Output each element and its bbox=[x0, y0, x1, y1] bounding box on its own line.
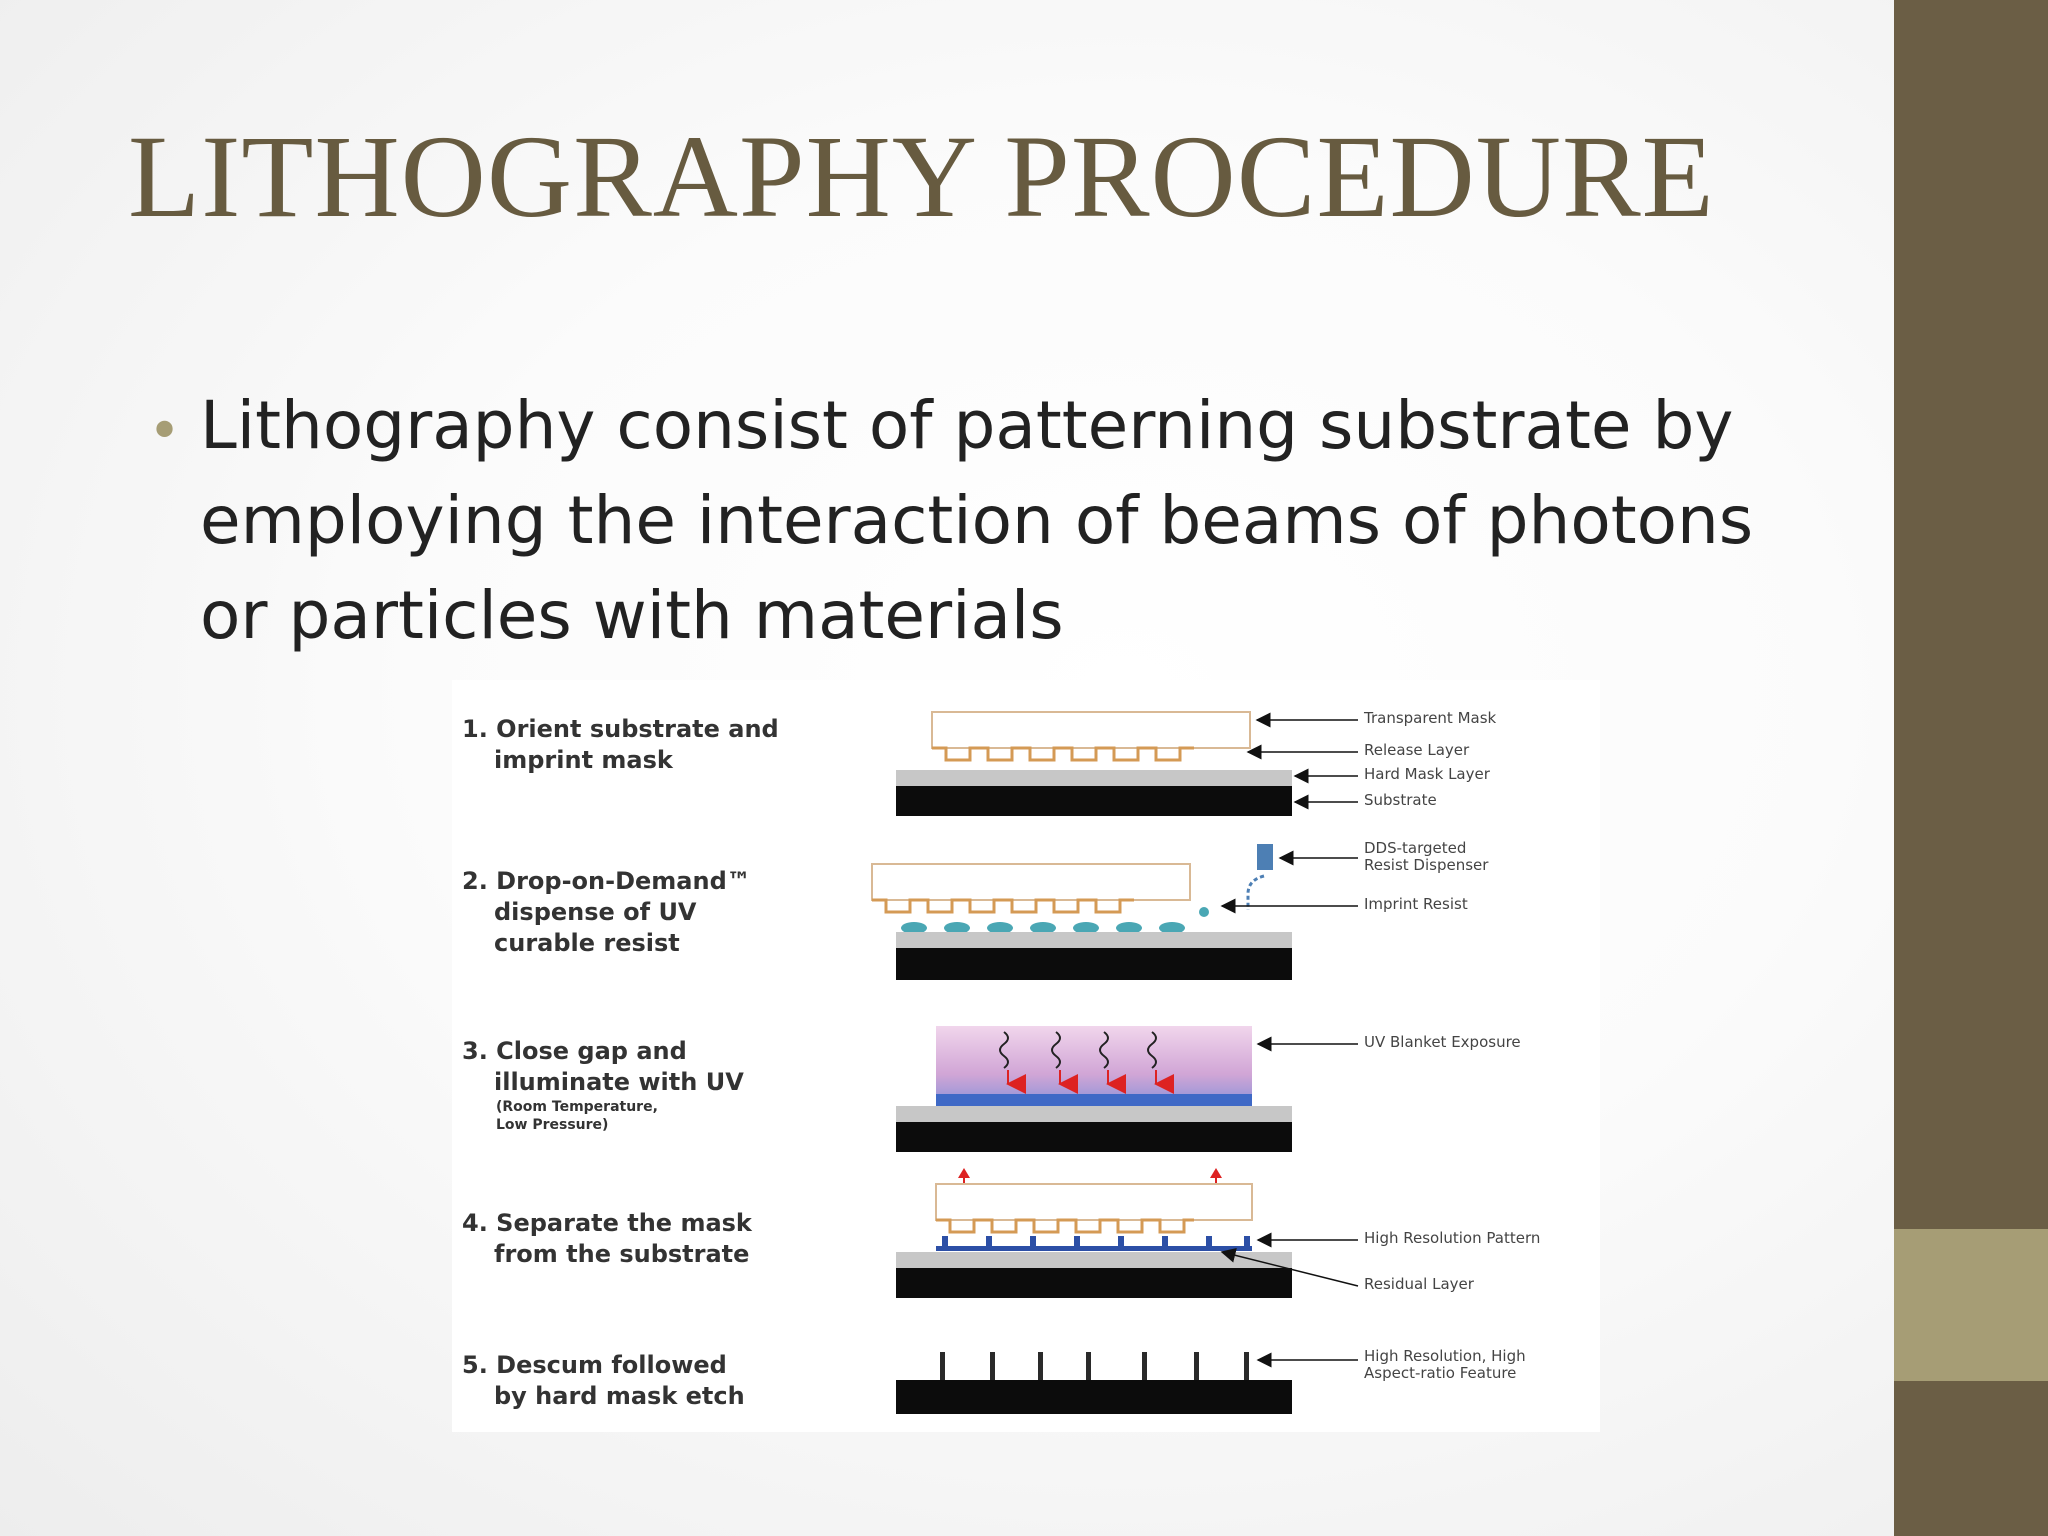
step-4-line-2: from the substrate bbox=[494, 1240, 750, 1268]
step-5-line-1: 5. Descum followed bbox=[462, 1351, 727, 1379]
callout-imprint-resist: Imprint Resist bbox=[1364, 895, 1468, 913]
lithography-process-figure bbox=[452, 680, 1600, 1432]
step-2-line-3: curable resist bbox=[494, 929, 680, 957]
callout-high-resolution-pattern: High Resolution Pattern bbox=[1364, 1229, 1541, 1247]
bullet-dot-icon: • bbox=[148, 399, 182, 464]
callout-dispenser bbox=[1364, 840, 1488, 874]
step-3-note-2: Low Pressure) bbox=[496, 1117, 609, 1133]
bullet-point bbox=[148, 378, 1768, 663]
step-4-graphic bbox=[896, 1168, 1358, 1298]
callout-uv-exposure: UV Blanket Exposure bbox=[1364, 1033, 1521, 1051]
callout-high-aspect-feature bbox=[1364, 1348, 1526, 1382]
step-4-line-1: 4. Separate the mask bbox=[462, 1209, 752, 1237]
step-1-graphic bbox=[896, 712, 1358, 816]
step-3-line-1: 3. Close gap and bbox=[462, 1037, 687, 1065]
callout-dispenser-line-1: DDS-targeted bbox=[1364, 839, 1467, 857]
slide-title: LITHOGRAPHY PROCEDURE bbox=[128, 111, 1715, 242]
callout-feature-line-2: Aspect-ratio Feature bbox=[1364, 1364, 1517, 1382]
step-2-line-1: 2. Drop-on-Demand™ bbox=[462, 867, 751, 895]
sidebar-accent-block bbox=[1894, 1229, 2048, 1381]
step-4-label bbox=[462, 1208, 752, 1270]
step-5-graphic bbox=[896, 1352, 1358, 1414]
callout-release-layer: Release Layer bbox=[1364, 741, 1470, 759]
step-3-graphic bbox=[896, 1026, 1358, 1152]
callout-hard-mask-layer: Hard Mask Layer bbox=[1364, 765, 1490, 783]
callout-substrate: Substrate bbox=[1364, 791, 1437, 809]
bullet-text: Lithography consist of patterning substrate by employing the interaction of beams of photons or particles with materials bbox=[200, 387, 1754, 654]
callout-residual-layer: Residual Layer bbox=[1364, 1275, 1474, 1293]
step-5-label bbox=[462, 1350, 745, 1412]
step-5-line-2: by hard mask etch bbox=[494, 1382, 745, 1410]
step-1-line-1: 1. Orient substrate and bbox=[462, 715, 779, 743]
callout-feature-line-1: High Resolution, High bbox=[1364, 1347, 1526, 1365]
callout-dispenser-line-2: Resist Dispenser bbox=[1364, 856, 1489, 874]
step-1-line-2: imprint mask bbox=[494, 746, 673, 774]
step-1-label bbox=[462, 714, 779, 776]
step-2-line-2: dispense of UV bbox=[494, 898, 697, 926]
step-3-label bbox=[462, 1036, 744, 1134]
step-2-graphic bbox=[872, 844, 1358, 980]
step-3-note-1: (Room Temperature, bbox=[496, 1099, 658, 1115]
step-3-line-2: illuminate with UV bbox=[494, 1068, 744, 1096]
step-2-label bbox=[462, 866, 751, 959]
callout-transparent-mask: Transparent Mask bbox=[1364, 709, 1497, 727]
